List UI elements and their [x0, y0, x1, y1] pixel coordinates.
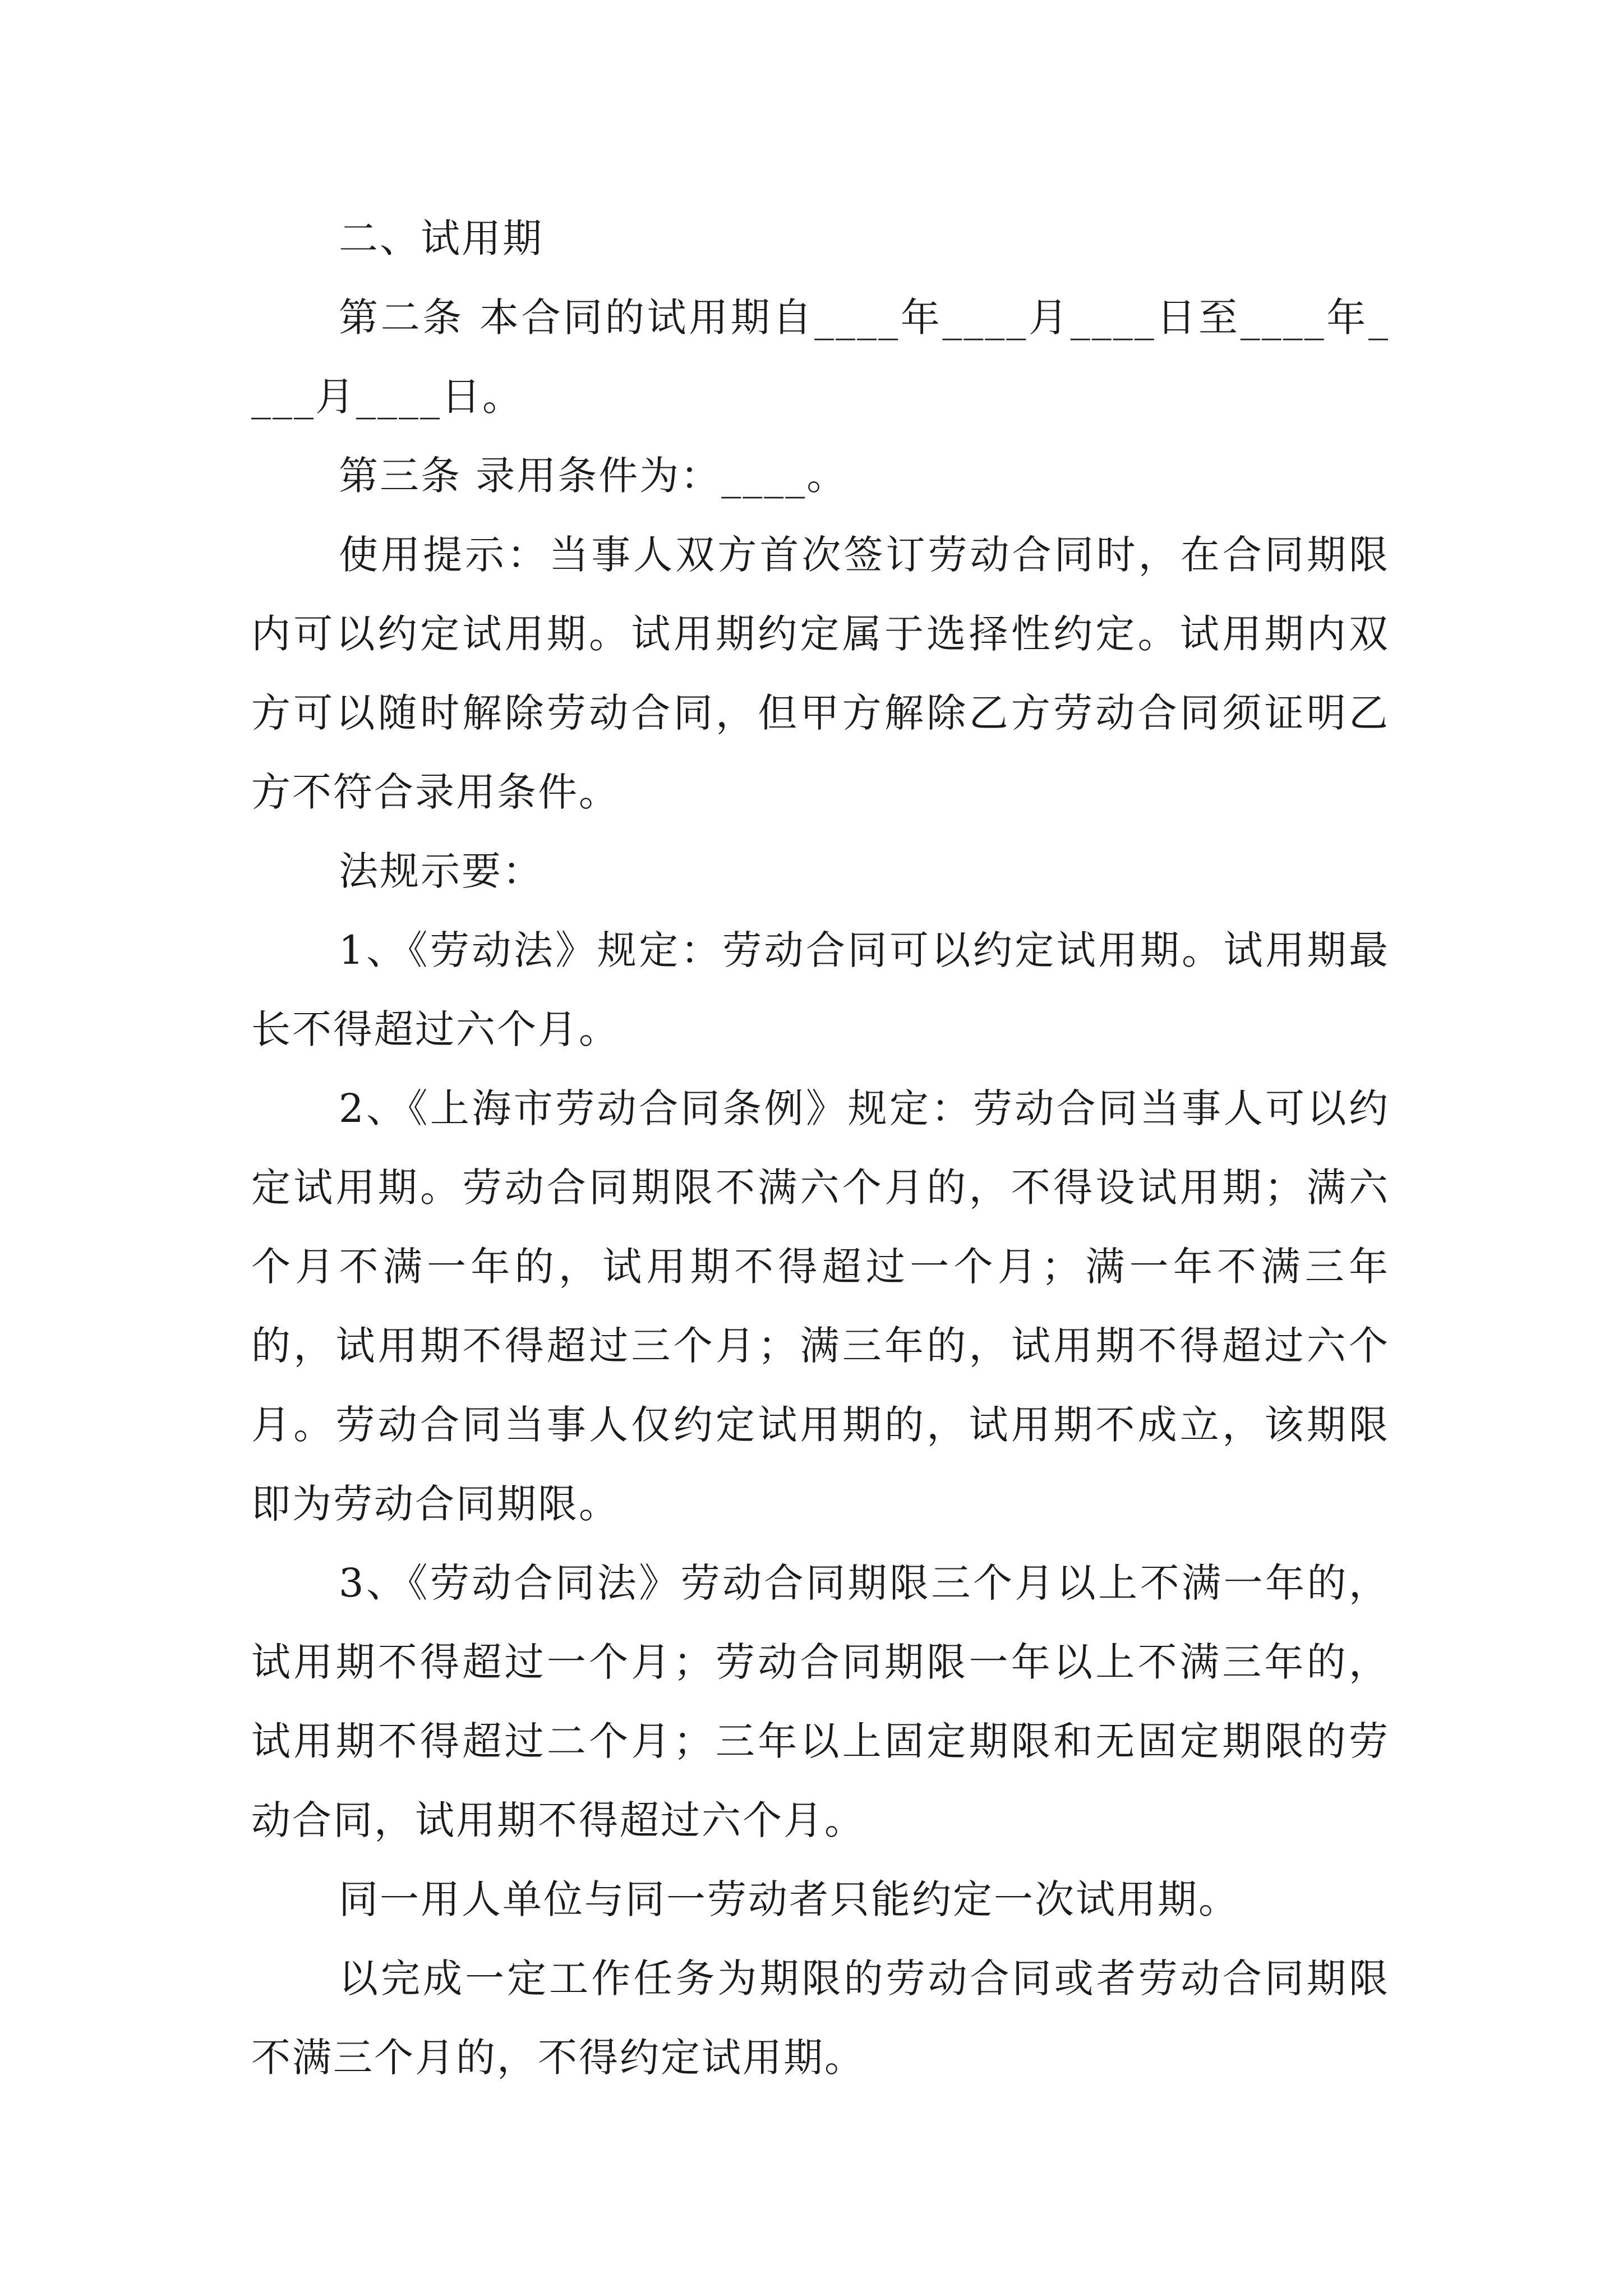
- clause-hiring-conditions: 第三条 录用条件为：____。: [339, 453, 848, 499]
- regulation-note-single-probation: 同一用人单位与同一劳动者只能约定一次试用期。: [339, 1876, 1239, 1922]
- regulation-item-3: 3、《劳动合同法》劳动合同期限三个月以上不满一年的，试用期不得超过一个月；劳动合同期限一年以上不满三年的，试用期不得超过二个月；三年以上固定期限和无固定期限的劳动合同，试用期不得超过六个月。: [251, 1560, 1390, 1843]
- regulations-heading: 法规示要：: [339, 848, 543, 894]
- regulation-item-1: 1、《劳动法》规定：劳动合同可以约定试用期。试用期最长不得超过六个月。: [251, 927, 1390, 1052]
- document-body: [251, 199, 1390, 2097]
- regulation-note-no-probation: 以完成一定工作任务为期限的劳动合同或者劳动合同期限不满三个月的，不得约定试用期。: [251, 1955, 1390, 2081]
- usage-tip-paragraph: 使用提示：当事人双方首次签订劳动合同时，在合同期限内可以约定试用期。试用期约定属于选择性约定。试用期内双方可以随时解除劳动合同，但甲方解除乙方劳动合同须证明乙方不符合录用条件。: [251, 532, 1390, 815]
- regulation-item-2: 2、《上海市劳动合同条例》规定：劳动合同当事人可以约定试用期。劳动合同期限不满六个月的，不得设试用期；满六个月不满一年的，试用期不得超过一个月；满一年不满三年的，试用期不得超过三个月；满三年的，试用期不得超过六个月。劳动合同当事人仅约定试用期的，试用期不成立，该期限即为劳动合同期限。: [251, 1085, 1390, 1527]
- section-heading: 二、试用期: [339, 215, 543, 261]
- clause-probation-period: 第二条 本合同的试用期自____年____月____日至____年____月____日。: [251, 295, 1390, 420]
